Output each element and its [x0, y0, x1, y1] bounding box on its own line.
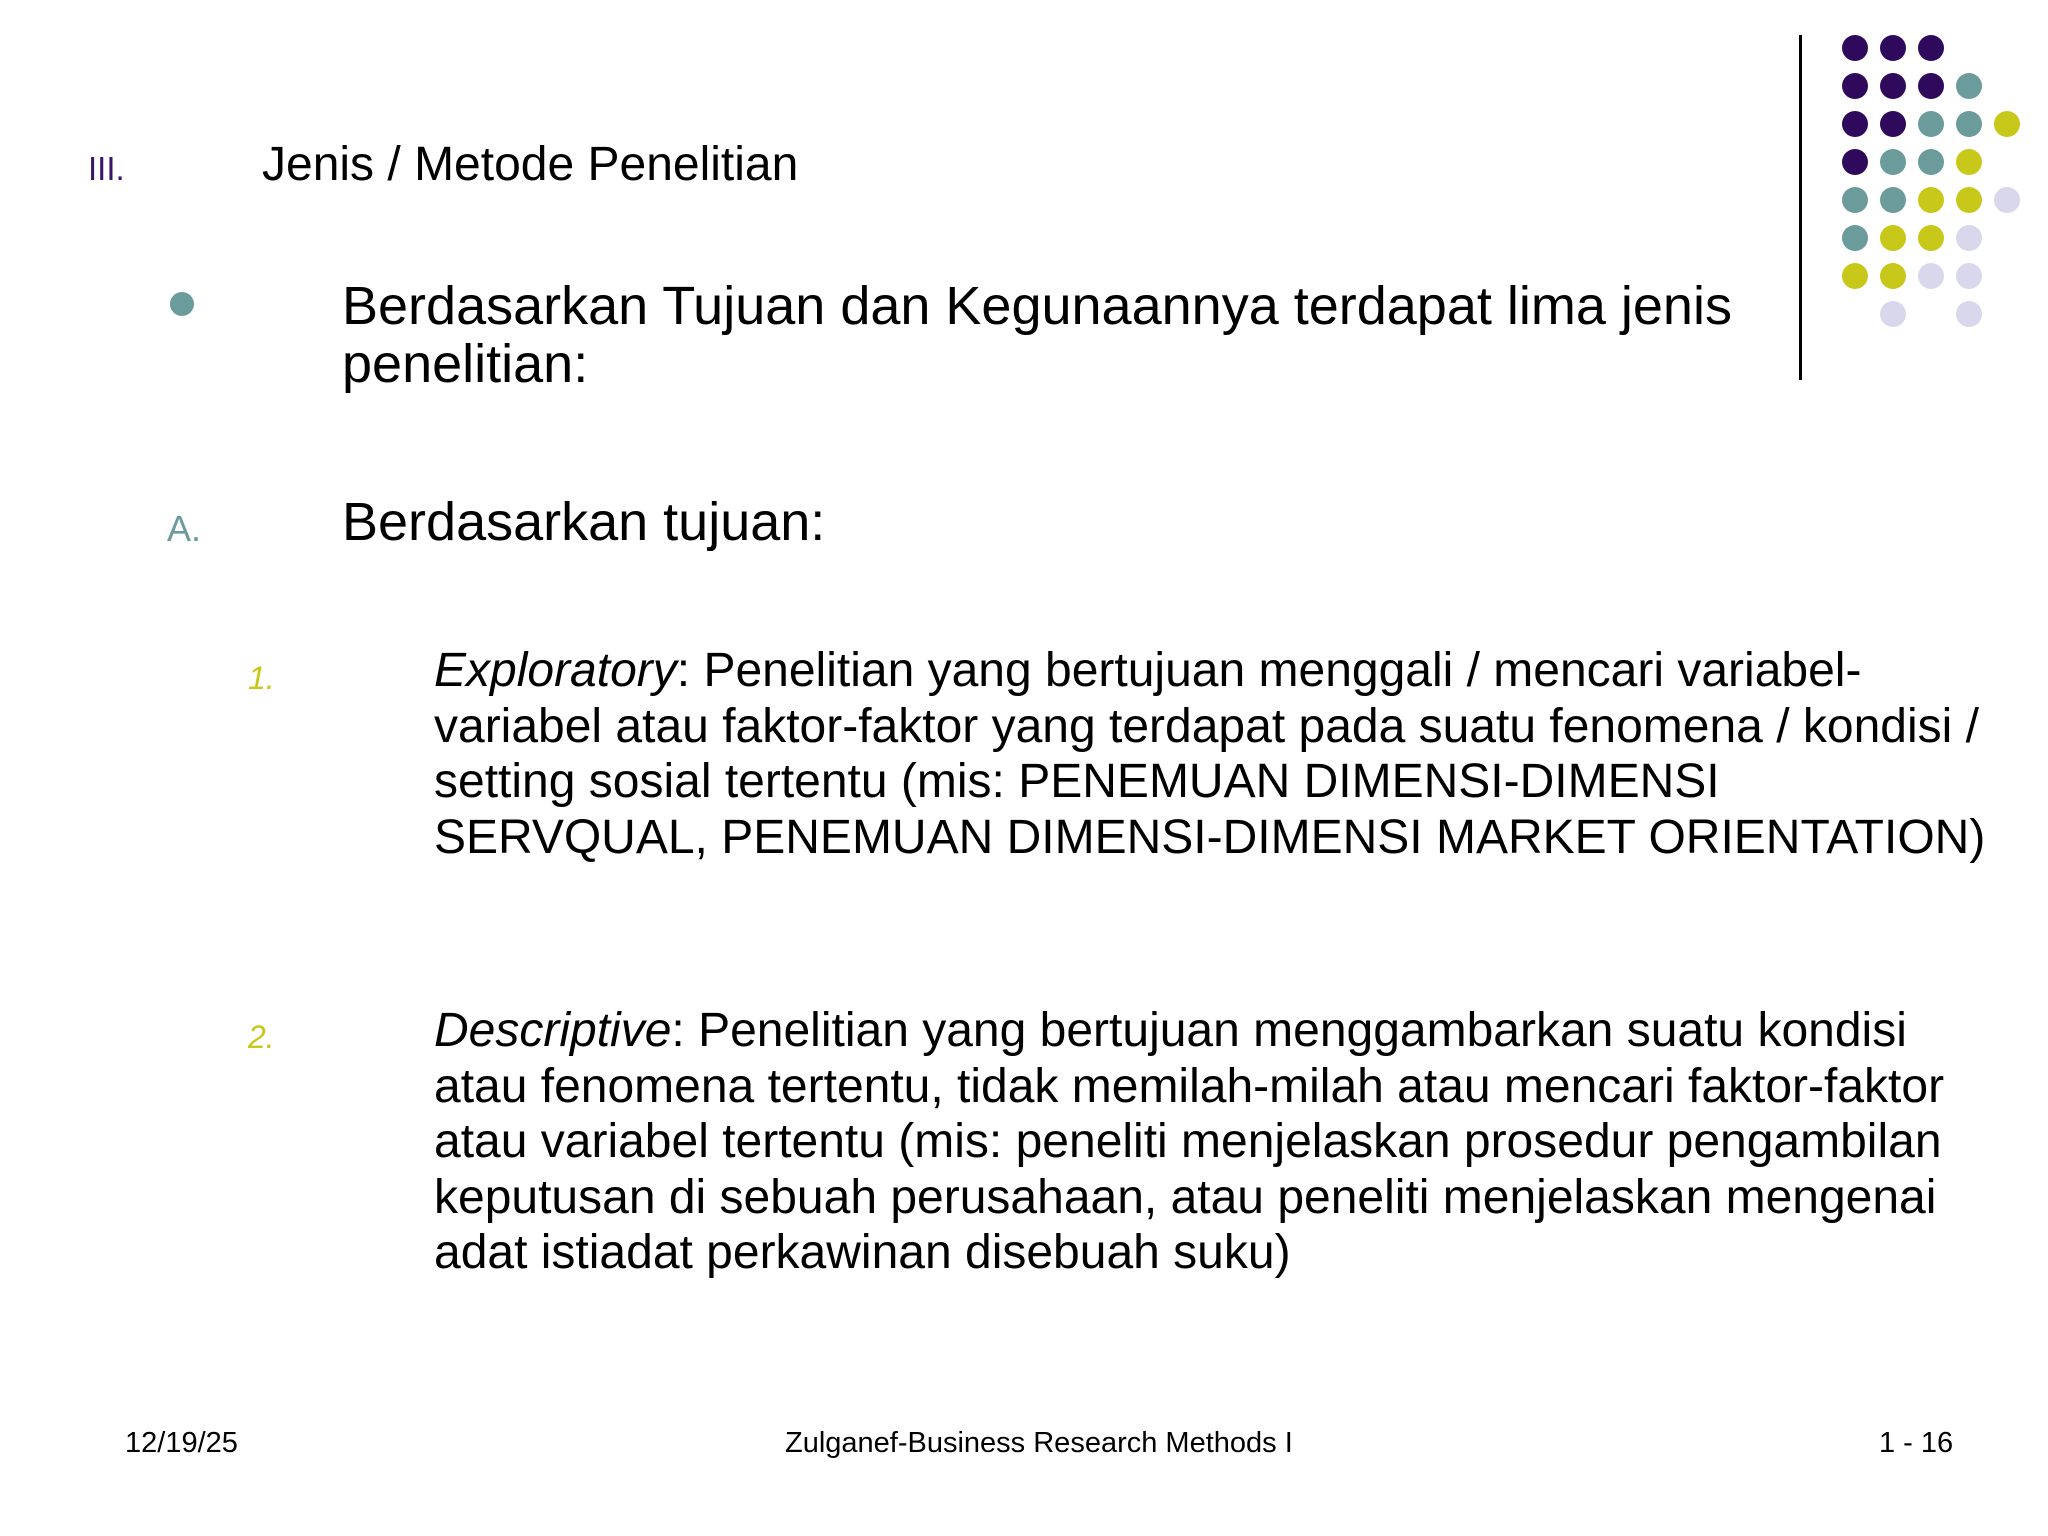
item-term: Descriptive — [434, 1004, 672, 1057]
decorative-dot — [1842, 111, 1868, 137]
decorative-dot — [1956, 187, 1982, 213]
item-term: Exploratory — [434, 644, 677, 697]
decorative-dot — [1842, 225, 1868, 251]
decorative-dot — [1880, 149, 1906, 175]
footer-title: Zulganef-Business Research Methods I — [785, 1427, 1293, 1459]
section-marker: A. — [167, 508, 202, 549]
decorative-dot — [1842, 149, 1868, 175]
decorative-dot — [1880, 111, 1906, 137]
decorative-dot — [1880, 73, 1906, 99]
decorative-dot — [1842, 187, 1868, 213]
decorative-dot — [1842, 263, 1868, 289]
section-label: Berdasarkan tujuan: — [342, 492, 826, 552]
decorative-dot — [1956, 149, 1982, 175]
item-marker: 1. — [248, 660, 275, 696]
decorative-dot — [1880, 35, 1906, 61]
list-item — [434, 643, 1994, 865]
decorative-dot — [1918, 111, 1944, 137]
decorative-dot — [1956, 73, 1982, 99]
decorative-dot — [1918, 187, 1944, 213]
heading-marker: III. — [88, 150, 125, 187]
decorative-dot — [1842, 73, 1868, 99]
bullet-dot-icon — [170, 292, 194, 316]
decorative-dot — [1918, 35, 1944, 61]
decorative-dot — [1918, 263, 1944, 289]
decorative-dot — [1880, 225, 1906, 251]
bullet-text: Berdasarkan Tujuan dan Kegunaannya terdapat lima jenis penelitian: — [342, 276, 1732, 394]
footer-date: 12/19/25 — [125, 1427, 238, 1459]
decorative-dot — [1994, 187, 2020, 213]
decorative-dot — [1880, 187, 1906, 213]
decorative-dot — [1880, 263, 1906, 289]
decorative-dot — [1842, 35, 1868, 61]
decorative-dot — [1918, 149, 1944, 175]
decorative-dot — [1956, 263, 1982, 289]
slide-heading: Jenis / Metode Penelitian — [262, 138, 799, 191]
list-item — [434, 1003, 1994, 1281]
decorative-dot — [1918, 225, 1944, 251]
decorative-dot — [1880, 301, 1906, 327]
decorative-dot — [1956, 301, 1982, 327]
decorative-dot — [1956, 111, 1982, 137]
decorative-dot — [1918, 73, 1944, 99]
decorative-dot — [1956, 225, 1982, 251]
footer-page-number: 1 - 16 — [1879, 1427, 1954, 1459]
decorative-dot — [1994, 111, 2020, 137]
item-description: : Penelitian yang bertujuan menggambarkan suatu kondisi atau fenomena tertentu, tidak memilah-milah atau mencari faktor-faktor atau variabel tertentu (mis: peneliti menjelaskan prosedur pengambilan keputusan di sebuah perusahaan, atau peneliti menjelaskan mengenai adat istiadat perkawinan disebuah suku) — [434, 1004, 1945, 1279]
item-description: : Penelitian yang bertujuan menggali / mencari variabel-variabel atau faktor-faktor yang terdapat pada suatu fenomena / kondisi / setting sosial tertentu (mis: PENEMUAN DIMENSI-DIMENSI SERVQUAL, PENEMUAN DIMENSI-DIMENSI MARKET ORIENTATION) — [434, 644, 1986, 864]
item-marker: 2. — [248, 1019, 275, 1055]
